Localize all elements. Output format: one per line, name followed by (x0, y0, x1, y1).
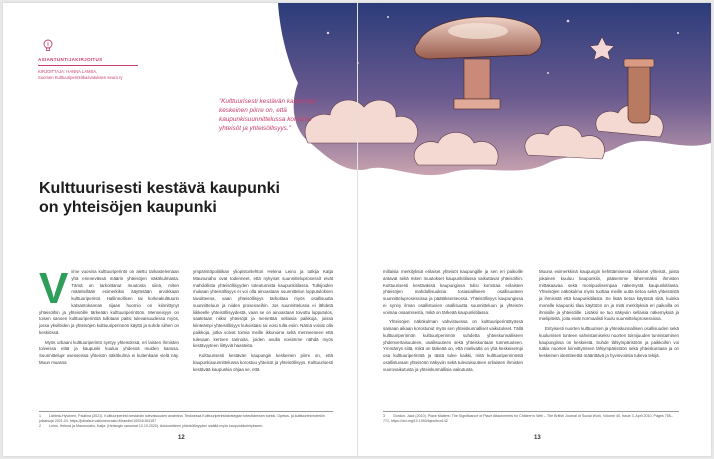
footnote-rule (39, 411, 333, 412)
footnote: 2 Leino, Helena ja Maununaho, Katja. (Helsingin sanomat 12.10.2020). Ankkuretteen yhteisöllisyyden sisältä myös kaupunkikehitykseen. (39, 424, 264, 428)
paragraph: Yhteisöjen näkökulman vahvistuessa on kulttuuriperintötyössä samaan aikaan korostunut myös sen yhteiskunnalliset vaikutukset. Tällä kulttuuriperinnön kulttuuriperinnön suhdetta yhteiskunnalliseen yhdenvertaisuuteen, osallisuuteen sekä yhteiskuntaan tunnetuuteen. Ymmärrys siitä, mikä on tärkeää on, että mielivalta on yhä keskeisempi osa kulttuuriperintöä ja tästä tulee kaikki, mitä kulttuuriperinnöstä osallistuvaan yhteisöön näkyviin sekä tulevaisuuteen erilaisten ihmisten vuorovaikutusta ja yhteiskunnallisia vaikutusta. (383, 319, 524, 372)
byline-author: KIRJOITTAJA: HANNA LAMSA, (38, 69, 98, 74)
article-title (39, 179, 339, 217)
lightbulb-icon (43, 39, 53, 52)
paragraph: ympäristöpolitiikan yliopistonlehtori Helena Leino ja tutkija Katja Maununaho ovat todenneet, että nykyiset suunnitteluprosessit eivät mahdollista yhteisöllisyyden toteutumista kaupunkitilassa. Tutkijoiden mukaan yhteisöllisyys ei voi olla ainoastaan suunnittelun lopputuloksen tavoitteena, vaan yhteisöllisyys tarkoittaa myös osallisuutta suunnitteluun ja niiden prosesseihin. Jos suunnittelussa ei lähdetä liikkeelle yhteisöllisyydestä, vaan se on ainoastaan toivottu lopputulos, saatetaan niiksi yhteisöjä ja menettää sellaisia paikkoja, joissa kiinteämpi yhteisöllisyys kukoistaisi tai voisi tulla esiin. Nämä voivat olla paikkoja, jotka voivat toimia meille ikkunoina sekä menneeseen että tulevaan kertoen tarinoita, joiden avulla voisimme nähdä myös kestävyyteen liittyviä haasteita. (193, 269, 333, 349)
article-category: ASIANTUNTIJAKIRJOITUS (38, 57, 103, 62)
paragraph: iime vuosina kulttuuriperintö on alettu tarkastelemaan yhä enenevässä määrin yhteisöjen näkökulmasta. Tämä on tarkoittanut muutosta siinä, miten määritellään esimerkiksi ääyttetään arvokkaan kulttuuriperintö. Hallinnollisen tai korkeakulttuurin katsantokannan sijaan huomio on kiinnittynyt yhteisöihin ja yhteisöille tärkeään kulttuuriperintöön. Menneisyys on toisen sanoen kulttuuriperintöä tulkitaan paitsi tulevaisuudessa myös, jossa yksilöiden ja yhteisöjen kulttuuriperinnön käyttö ja suhde siihen on keskiössä. (39, 269, 179, 335)
body-column-2 (193, 269, 333, 376)
body-column-1 (39, 264, 179, 370)
footnote: 3 Gordon, Jack (2010). Place Matters: The Significance of Place Attachments for Children’s Well – The British Journal of Social Work, Volume 40, Issue 3, April 2010, Pages 755–771, https://doi.org/10.1093/bjsw/bcn142 (383, 414, 673, 423)
byline (38, 69, 123, 81)
title-line-2: on yhteisöjen kaupunki (39, 199, 217, 216)
paragraph: Erityisesti nuorten kulttuurisen ja yhteiskunnallisen osallisuuden sekä kuulumisen tunteen vahvistamiseksi nuorten toimijuuden tunnistaminen kaupungissa on keskeistä. Suhde lähiympäristöön ja paikkoihin voi tutkia nuorten kiinnittymisen lähiympäristöön sekä yhteiskuntaan ja on keskeinen identiteettiä määrittävä ja hyvinvointia tukeva tekijä. (539, 326, 679, 358)
page-number-left: 12 (178, 435, 185, 441)
header-rule (38, 65, 138, 66)
magazine-spread (3, 3, 711, 456)
footnotes-left (39, 414, 333, 429)
paragraph: Kulttuurisesti kestävän kaupungin keskeinen piirre on, että kaupunkisuunnittelussa korostuu yhteisöt ja yhteisöllisyys. Kulttuurisesti kestävää kaupunkia ohjaa se, että (193, 353, 333, 372)
byline-role: Suomen Kulttuuriperintökasvatuksen seura ry (38, 75, 123, 80)
paragraph: millaisia merkityksiä erilaiset yhteisöt kaupungille ja sen eri paikoille antavat sekä miten muutokset kaupunkitilassa vaikuttavat yhteisöihin. Kulttuurisesti kestävässä kaupungissa tulisi korostaa erilaisten yhteisöjen mahdollisuuksia tosiasialliseen osallisuuteen suunnitteluprosessissa ja päätöksenteossa. Yhteisöllisyys kaupungissa ei synny ilman osallistuvien osallisuutta suunnitteluun ja yhteisön voimaa osaamisesta, mikä on tärkeää kaupunkitilassa. (383, 269, 523, 315)
pull-quote: ”Kulttuurisesti kestävän kaupungin keskeinen piirre on, että kaupunkisuunnittelussa korostuu yhteisöt ja yhteisöllisyys.” (219, 98, 317, 132)
page-gutter (357, 3, 358, 456)
footnote: 1 Lahtela-Hyvönen, Pauliina (2021). Kulttuuriperintö kestävän tulevaisuuden avaimina. Teoksessa Kulttuuriperintöstrategian toteuttamisen tueksi. Opetus- ja kulttuuriministeriön julkaisuja 2021:24. https://julkaisut.valtioneuvosto.fi/handle/10024/163157 (39, 414, 325, 423)
drop-cap: V (39, 264, 69, 313)
page-number-right: 13 (534, 435, 541, 441)
footnotes-right (383, 414, 679, 424)
footnote-rule (383, 411, 679, 412)
dreamy-city-illustration (268, 3, 711, 181)
title-line-1: Kulttuurisesti kestävä kaupunki (39, 180, 280, 197)
body-column-3 (383, 269, 523, 376)
body-column-4 (539, 269, 679, 363)
paragraph: Myös urbaani kulttuuriperintö syntyy yhteisöissä, eri laisten ihmisten toiveissa elää ja kaupunki kuuluu yhdessä muiden kanssa. Suunnittelupr osesseissa yhteisön näkökulma ei kuitenkaan vielä näy. Muun muassa (39, 339, 179, 365)
paragraph: Muuna esimerkkinä kaupungin kehittämisessä erilaiset yhteisöt, joista jokainen kuuluu kaupunkiin, pääsemme lähemmäksi ihmisten mittakaavaa sekä monipuolisempaa näkemystä kaupunkitilasta. Yhteisöjen näkökulma myös tuottaa meille uutta tietoa sekä yhteisöistä ja ihmisistä että kaupunkitilasta. Se lisää tietoa käytöstä siitä, kuinka monelle kaupunki tilaa käyttöön on ja mitä merkityksiä eri paikoilla on ihmisille ja yhteisöille. Lisäksi se tuo näkyviin sellaisia näkemyksiä ja mielipiteitä, joita eivät normaalisti kuulu suunnitteluprosessissa. (539, 269, 679, 322)
